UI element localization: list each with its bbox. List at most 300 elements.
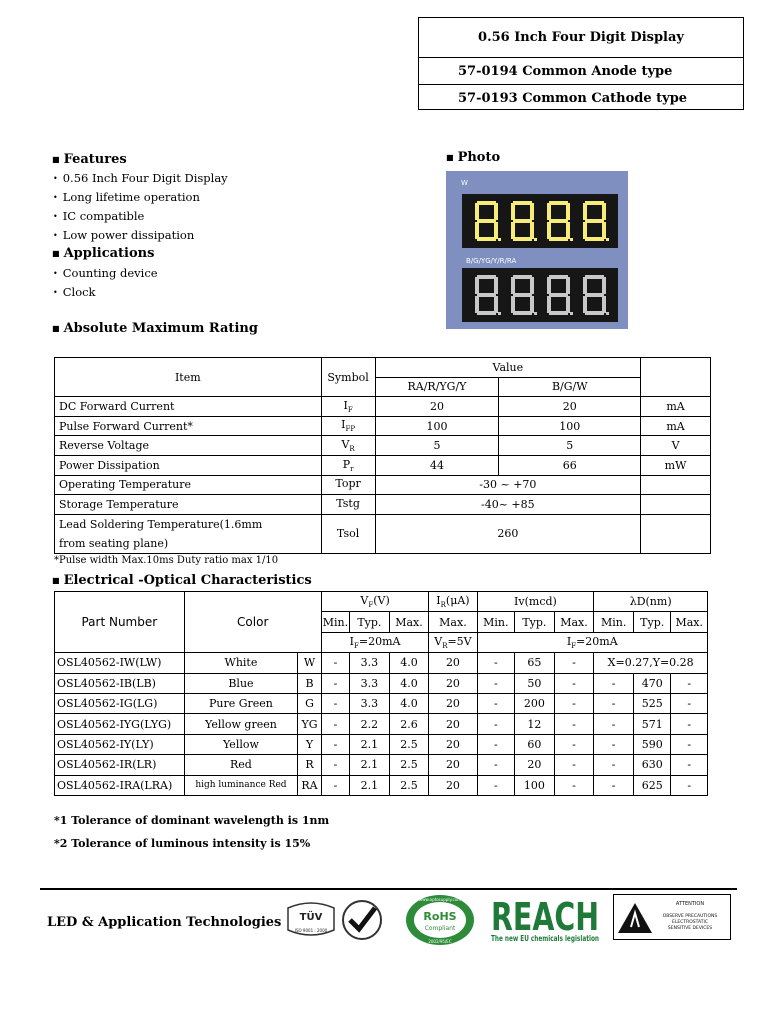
digit-segment (549, 201, 568, 205)
table-cell-ir: 20 (429, 673, 477, 693)
digit-segment (477, 237, 496, 241)
table-cell-xy: X=0.27,Y=0.28 (594, 653, 708, 673)
lit-digit (544, 199, 573, 243)
unlit-digit (544, 273, 573, 317)
table-cell-item: Reverse Voltage (55, 436, 322, 456)
eo-heading: ■ Electrical -Optical Characteristics (52, 573, 312, 588)
table-cell-item: Power Dissipation (55, 455, 322, 475)
digit-segment (530, 222, 534, 239)
table-cell-lmax: - (671, 755, 708, 775)
col-header-ir (429, 592, 477, 612)
pulse-note: *Pulse width Max.10ms Duty ratio max 1/10 (54, 555, 279, 566)
digit-segment (513, 237, 532, 241)
photo-heading: ■ Photo (446, 150, 500, 165)
reach-title: REACH (491, 895, 599, 939)
attention-line: ELECTROSTATIC (672, 920, 708, 925)
vf-unit: (V) (373, 594, 390, 608)
table-row (55, 673, 708, 693)
list-item: • 0.56 Inch Four Digit Display (53, 169, 228, 188)
table-cell-lmin: - (594, 734, 634, 754)
table-cell-vmax: 2.5 (389, 775, 429, 795)
symbol: I (343, 398, 348, 412)
list-item: • Counting device (53, 264, 158, 283)
digit-segment (494, 277, 498, 294)
decimal-point (570, 238, 573, 241)
table-row (55, 455, 711, 475)
table-cell-vtyp: 2.1 (350, 775, 390, 795)
table-cell-part: OSL40562-IW(LW) (55, 653, 185, 673)
table-cell-ir: 20 (429, 653, 477, 673)
col-header-typ: Typ. (515, 612, 555, 632)
applications-list (53, 264, 158, 302)
cond-sub: R (442, 642, 448, 651)
table-cell-item (55, 514, 322, 553)
table-cell-lmin: - (594, 775, 634, 795)
rohs-sub: Compliant (424, 925, 456, 932)
table-cell-value: 260 (375, 514, 641, 553)
table-cell-lmin: - (594, 714, 634, 734)
table-cell-vmin: - (321, 755, 349, 775)
digit-segment (511, 277, 515, 294)
table-cell-vtyp: 2.1 (350, 755, 390, 775)
table-cell-color: Yellow green (184, 714, 298, 734)
col-header-min: Min. (477, 612, 515, 632)
digit-segment (585, 219, 604, 223)
decimal-point (606, 312, 609, 315)
digit-segment (585, 201, 604, 205)
cond-sub: F (571, 642, 577, 651)
digit-segment (494, 222, 498, 239)
digit-segment (475, 277, 479, 294)
reach-logo (489, 892, 601, 944)
list-item: • IC compatible (53, 207, 228, 226)
table-row (55, 693, 708, 713)
reach-sub: The new EU chemicals legislation (491, 934, 600, 943)
table-cell-part: OSL40562-IRA(LRA) (55, 775, 185, 795)
table-cell-ltyp: 525 (633, 693, 671, 713)
digit-segment (511, 203, 515, 220)
digit-segment (513, 201, 532, 205)
symbol: I (341, 418, 346, 432)
table-cell-vtyp: 3.3 (350, 653, 390, 673)
tuv-cert-logo (284, 900, 338, 940)
symbol: V (341, 438, 350, 452)
table-cell-lmax: - (671, 673, 708, 693)
table-cell-part: OSL40562-IG(LG) (55, 693, 185, 713)
symbol-sub: R (349, 445, 355, 454)
table-cell-part: OSL40562-IR(LR) (55, 755, 185, 775)
electrical-optical-table (54, 591, 708, 796)
absolute-max-rating-table (54, 357, 711, 554)
col-header-color: Color (184, 592, 321, 653)
col-header-unit (641, 358, 711, 397)
table-cell-code: Y (298, 734, 322, 754)
table-cell-color: Blue (184, 673, 298, 693)
table-cell-code: RA (298, 775, 322, 795)
vf-sub: F (368, 601, 374, 610)
ir-unit: (μA) (445, 594, 470, 608)
digit-segment (583, 277, 587, 294)
table-cell-vmin: - (321, 734, 349, 754)
lit-digit (472, 199, 501, 243)
list-item: • Clock (53, 283, 158, 302)
digit-segment (511, 296, 515, 313)
table-cell-unit (641, 475, 711, 495)
table-cell-ivtyp: 60 (515, 734, 555, 754)
attention-line: SENSITIVE DEVICES (667, 926, 713, 931)
table-cell-unit: V (641, 436, 711, 456)
table-cell-color: Pure Green (184, 693, 298, 713)
table-cell-unit (641, 514, 711, 553)
digit-segment (583, 203, 587, 220)
table-cell-ltyp: 625 (633, 775, 671, 795)
table-cell-vmax: 4.0 (389, 673, 429, 693)
table-cell-symbol: Tsol (321, 514, 375, 553)
cond-symbol: I (566, 634, 572, 648)
digit-segment (549, 219, 568, 223)
table-cell-color: White (184, 653, 298, 673)
table-cell-color: high luminance Red (184, 775, 298, 795)
digit-segment (585, 293, 604, 297)
cond-value: =20mA (358, 634, 401, 648)
table-cell-item: Storage Temperature (55, 495, 322, 515)
col-header-max: Max. (429, 612, 477, 632)
col-header-vf (321, 592, 429, 612)
table-row (55, 397, 711, 417)
table-row (55, 475, 711, 495)
digit-segment (549, 293, 568, 297)
col-header-typ: Typ. (633, 612, 671, 632)
table-cell-part: OSL40562-IYG(LYG) (55, 714, 185, 734)
table-cell-lmin: - (594, 673, 634, 693)
tuv-text: TÜV (299, 912, 323, 923)
item-text-line2: from seating plane) (59, 536, 169, 550)
table-cell-ir: 20 (429, 775, 477, 795)
decimal-point (498, 312, 501, 315)
condition-ir (429, 632, 477, 652)
table-cell-symbol (321, 455, 375, 475)
col-header-wavelength: λD(nm) (594, 592, 708, 612)
digit-segment (530, 203, 534, 220)
digit-segment (547, 296, 551, 313)
col-header-max: Max. (389, 612, 429, 632)
digit-segment (475, 296, 479, 313)
lit-digit-display (462, 194, 618, 248)
col-header-typ: Typ. (350, 612, 390, 632)
digit-segment (547, 222, 551, 239)
table-cell-ltyp: 571 (633, 714, 671, 734)
table-cell-ir: 20 (429, 734, 477, 754)
table-cell-part: OSL40562-IB(LB) (55, 673, 185, 693)
digit-segment (566, 222, 570, 239)
table-cell-color: Yellow (184, 734, 298, 754)
table-cell-value-1: 5 (375, 436, 499, 456)
table-cell-part: OSL40562-IY(LY) (55, 734, 185, 754)
table-row (55, 755, 708, 775)
table-cell-ivtyp: 100 (515, 775, 555, 795)
digit-segment (511, 222, 515, 239)
col-header-part-number: Part Number (55, 592, 185, 653)
digit-segment (494, 296, 498, 313)
table-cell-ivmin: - (477, 755, 515, 775)
table-cell-code: R (298, 755, 322, 775)
unlit-digit (580, 273, 609, 317)
digit-segment (513, 293, 532, 297)
table-cell-lmax: - (671, 775, 708, 795)
table-cell-ivmax: - (554, 714, 594, 734)
digit-segment (585, 237, 604, 241)
list-item: • Long lifetime operation (53, 188, 228, 207)
digit-segment (513, 275, 532, 279)
table-cell-vtyp: 3.3 (350, 673, 390, 693)
table-cell-ir: 20 (429, 714, 477, 734)
table-cell-ivtyp: 50 (515, 673, 555, 693)
digit-segment (477, 201, 496, 205)
digit-segment (566, 296, 570, 313)
table-cell-ivmax: - (554, 755, 594, 775)
table-row (55, 775, 708, 795)
vf-symbol: V (360, 594, 369, 608)
table-cell-unit (641, 495, 711, 515)
col-header-max: Max. (671, 612, 708, 632)
col-header-min: Min. (321, 612, 349, 632)
table-cell-ivmin: - (477, 653, 515, 673)
table-cell-item: Pulse Forward Current* (55, 416, 322, 436)
decimal-point (534, 312, 537, 315)
table-cell-ivtyp: 65 (515, 653, 555, 673)
attention-line: OBSERVE PRECAUTIONS (662, 914, 718, 919)
table-cell-code: G (298, 693, 322, 713)
table-cell-vtyp: 2.1 (350, 734, 390, 754)
table-row (55, 734, 708, 754)
features-list (53, 169, 228, 245)
table-cell-ltyp: 590 (633, 734, 671, 754)
table-cell-vmax: 2.5 (389, 755, 429, 775)
table-cell-ivmax: - (554, 693, 594, 713)
table-cell-vmin: - (321, 653, 349, 673)
table-cell-value-2: 20 (499, 397, 641, 417)
company-name: LED & Application Technologies (47, 915, 282, 930)
symbol: P (342, 457, 351, 471)
table-cell-vmin: - (321, 693, 349, 713)
table-cell-code: YG (298, 714, 322, 734)
table-cell-unit: mW (641, 455, 711, 475)
decimal-point (498, 238, 501, 241)
table-cell-item: DC Forward Current (55, 397, 322, 417)
digit-segment (602, 296, 606, 313)
table-row (55, 416, 711, 436)
cond-symbol: V (434, 634, 443, 648)
symbol: Tstg (336, 496, 360, 510)
rohs-text: RoHS (423, 910, 457, 923)
footer-divider (40, 888, 737, 890)
table-cell-lmax: - (671, 734, 708, 754)
digit-segment (602, 277, 606, 294)
digit-segment (549, 311, 568, 315)
col-header-min: Min. (594, 612, 634, 632)
col-header-item: Item (55, 358, 322, 397)
features-heading: ■ Features (52, 152, 127, 167)
table-cell-ivtyp: 200 (515, 693, 555, 713)
symbol-sub: F (347, 406, 353, 415)
cond-symbol: I (349, 634, 355, 648)
table-cell-ir: 20 (429, 693, 477, 713)
digit-segment (547, 277, 551, 294)
table-cell-vmin: - (321, 673, 349, 693)
table-cell-value: -40~ +85 (375, 495, 641, 515)
product-photo (446, 171, 628, 329)
digit-segment (585, 311, 604, 315)
digit-segment (477, 219, 496, 223)
digit-segment (494, 203, 498, 220)
cond-value: =5V (447, 634, 472, 648)
digit-segment (477, 275, 496, 279)
esd-attention-label (613, 894, 731, 940)
digit-segment (602, 222, 606, 239)
table-cell-value-2: 66 (499, 455, 641, 475)
digit-segment (566, 203, 570, 220)
table-row (55, 714, 708, 734)
intensity-tolerance-note: *2 Tolerance of luminous intensity is 15% (54, 837, 311, 850)
table-cell-ltyp: 630 (633, 755, 671, 775)
digit-segment (513, 311, 532, 315)
table-cell-vmin: - (321, 714, 349, 734)
table-cell-unit: mA (641, 397, 711, 417)
ir-symbol: I (436, 594, 441, 608)
ir-sub: R (440, 601, 446, 610)
table-cell-ivmax: - (554, 734, 594, 754)
col-header-value-2: B/G/W (499, 377, 641, 397)
table-cell-vmax: 4.0 (389, 693, 429, 713)
digit-segment (602, 203, 606, 220)
title-line-anode: 57-0194 Common Anode type (419, 57, 743, 84)
table-cell-value-1: 100 (375, 416, 499, 436)
table-cell-vtyp: 2.2 (350, 714, 390, 734)
table-cell-lmin: - (594, 755, 634, 775)
decimal-point (606, 238, 609, 241)
table-cell-vmax: 2.6 (389, 714, 429, 734)
digit-segment (583, 222, 587, 239)
symbol-sub: FP (345, 425, 356, 434)
table-cell-vmax: 4.0 (389, 653, 429, 673)
document-title: 0.56 Inch Four Digit Display (478, 30, 684, 45)
digit-segment (477, 311, 496, 315)
rohs-ring-text-2: 2002/95/EC (428, 939, 452, 944)
condition-iv (477, 632, 707, 652)
table-cell-lmin: - (594, 693, 634, 713)
table-cell-value-1: 20 (375, 397, 499, 417)
table-cell-symbol (321, 397, 375, 417)
digit-segment (477, 293, 496, 297)
table-cell-value-1: 44 (375, 455, 499, 475)
table-cell-symbol (321, 475, 375, 495)
table-row (55, 495, 711, 515)
digit-segment (547, 203, 551, 220)
table-cell-value: -30 ~ +70 (375, 475, 641, 495)
photo-label-top: W (461, 179, 468, 187)
unlit-digit (472, 273, 501, 317)
table-cell-vmax: 2.5 (389, 734, 429, 754)
condition-vf (321, 632, 429, 652)
table-cell-item: Operating Temperature (55, 475, 322, 495)
digit-segment (566, 277, 570, 294)
symbol: Topr (335, 477, 361, 491)
table-row (55, 653, 708, 673)
digit-segment (583, 296, 587, 313)
unlit-digit-display (462, 268, 618, 322)
table-cell-ivtyp: 12 (515, 714, 555, 734)
digit-segment (549, 237, 568, 241)
digit-segment (585, 275, 604, 279)
digit-segment (530, 296, 534, 313)
table-cell-ivmin: - (477, 734, 515, 754)
table-cell-vmin: - (321, 775, 349, 795)
table-cell-ivmax: - (554, 653, 594, 673)
lit-digit (508, 199, 537, 243)
title-line-cathode: 57-0193 Common Cathode type (419, 84, 743, 111)
attention-title: ATTENTION (675, 901, 705, 907)
check-cert-logo (340, 898, 384, 942)
digit-segment (475, 203, 479, 220)
col-header-iv: Iv(mcd) (477, 592, 594, 612)
table-cell-symbol (321, 416, 375, 436)
amr-heading: ■ Absolute Maximum Rating (52, 321, 258, 336)
table-cell-ivmin: - (477, 714, 515, 734)
unlit-digit (508, 273, 537, 317)
col-header-value-1: RA/R/YG/Y (375, 377, 499, 397)
digit-segment (513, 219, 532, 223)
symbol-sub: r (350, 464, 354, 473)
decimal-point (570, 312, 573, 315)
digit-segment (549, 275, 568, 279)
table-cell-lmax: - (671, 693, 708, 713)
tuv-sub: ISO 9001 : 2000 (294, 928, 328, 933)
table-cell-lmax: - (671, 714, 708, 734)
table-cell-value-2: 100 (499, 416, 641, 436)
table-cell-ivmax: - (554, 775, 594, 795)
digit-segment (475, 222, 479, 239)
lit-digit (580, 199, 609, 243)
table-cell-ivmin: - (477, 693, 515, 713)
table-cell-unit: mA (641, 416, 711, 436)
table-cell-value-2: 5 (499, 436, 641, 456)
cond-value: =20mA (576, 634, 618, 648)
list-item: • Low power dissipation (53, 226, 228, 245)
table-cell-symbol (321, 495, 375, 515)
table-cell-ivmin: - (477, 775, 515, 795)
rohs-logo (404, 893, 476, 947)
table-cell-symbol (321, 436, 375, 456)
table-cell-code: W (298, 653, 322, 673)
rohs-ring-text: www.optosupply.com (418, 897, 462, 902)
item-text-line1: Lead Soldering Temperature(1.6mm (59, 517, 263, 531)
table-cell-ivmin: - (477, 673, 515, 693)
table-cell-vtyp: 3.3 (350, 693, 390, 713)
table-cell-ivtyp: 20 (515, 755, 555, 775)
table-cell-color: Red (184, 755, 298, 775)
table-cell-ir: 20 (429, 755, 477, 775)
col-header-value: Value (375, 358, 641, 378)
table-row (55, 436, 711, 456)
wavelength-tolerance-note: *1 Tolerance of dominant wavelength is 1nm (54, 814, 330, 827)
cond-sub: F (354, 642, 359, 651)
table-cell-ivmax: - (554, 673, 594, 693)
photo-label-bottom: B/G/YG/Y/R/RA (466, 257, 517, 265)
digit-segment (530, 277, 534, 294)
decimal-point (534, 238, 537, 241)
applications-heading: ■ Applications (52, 246, 154, 261)
title-box (418, 17, 744, 110)
